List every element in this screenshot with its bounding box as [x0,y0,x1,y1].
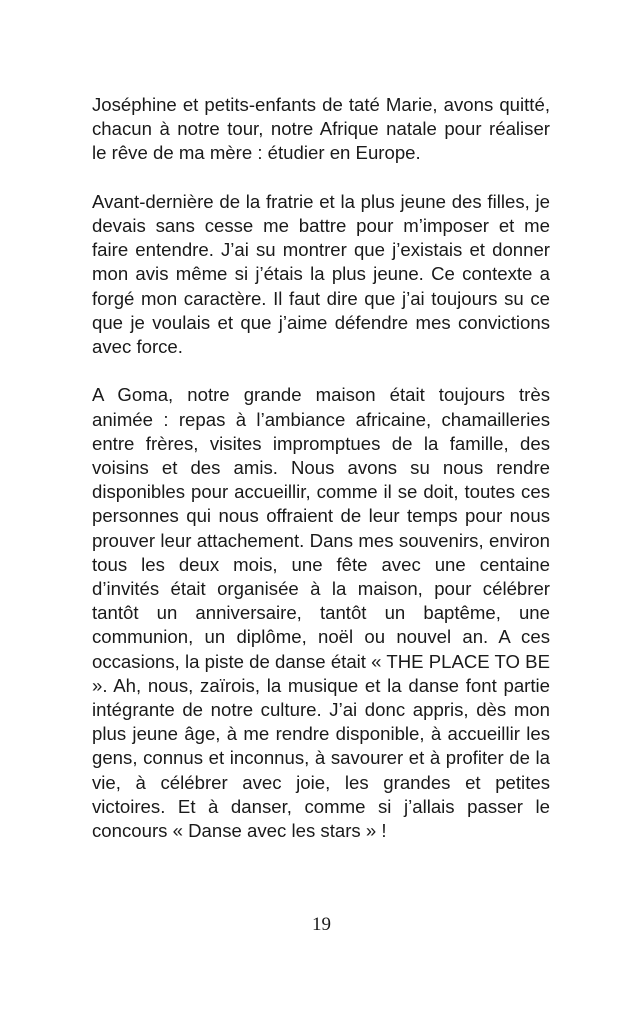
page-number: 19 [312,914,331,935]
paragraph-1: Joséphine et petits-enfants de taté Marie, avons quitté, chacun à notre tour, notre Afrique natale pour réaliser le rêve de ma mère : étudier en Europe. [92,94,550,164]
paragraph-3: A Goma, notre grande maison était toujours très animée : repas à l’ambiance africaine, chamailleries entre frères, visites impromptues de la famille, des voisins et des amis. Nous avons su nous rendre disponibles pour accueillir, comme il se doit, toutes ces personnes qui nous offraient de leur temps pour nous prouver leur attachement. Dans mes souvenirs, environ tous les deux mois, une fête avec une centaine d’invités était organisée à la maison, pour célébrer tantôt un anniversaire, tantôt un baptême, une communion, un diplôme, noël ou nouvel an. A ces occasions, la piste de danse était « THE PLACE TO BE ». Ah, nous, zaïrois, la musique et la danse font partie intégrante de notre culture. J’ai donc appris, dès mon plus jeune âge, à me rendre disponible, à accueillir les gens, connus et inconnus, à savourer et à profiter de la vie, à célébrer avec joie, les grandes et petites victoires. Et à danser, comme si j’allais passer le concours « Danse avec les stars » ! [92,384,550,842]
paragraph-2: Avant-dernière de la fratrie et la plus jeune des filles, je devais sans cesse me battre pour m’imposer et me faire entendre. J’ai su montrer que j’existais et donner mon avis même si j’étais la plus jeune. Ce contexte a forgé mon caractère. Il faut dire que j’ai toujours su ce que je voulais et que j’aime défendre mes convictions avec force. [92,190,550,358]
body-text [92,93,550,843]
